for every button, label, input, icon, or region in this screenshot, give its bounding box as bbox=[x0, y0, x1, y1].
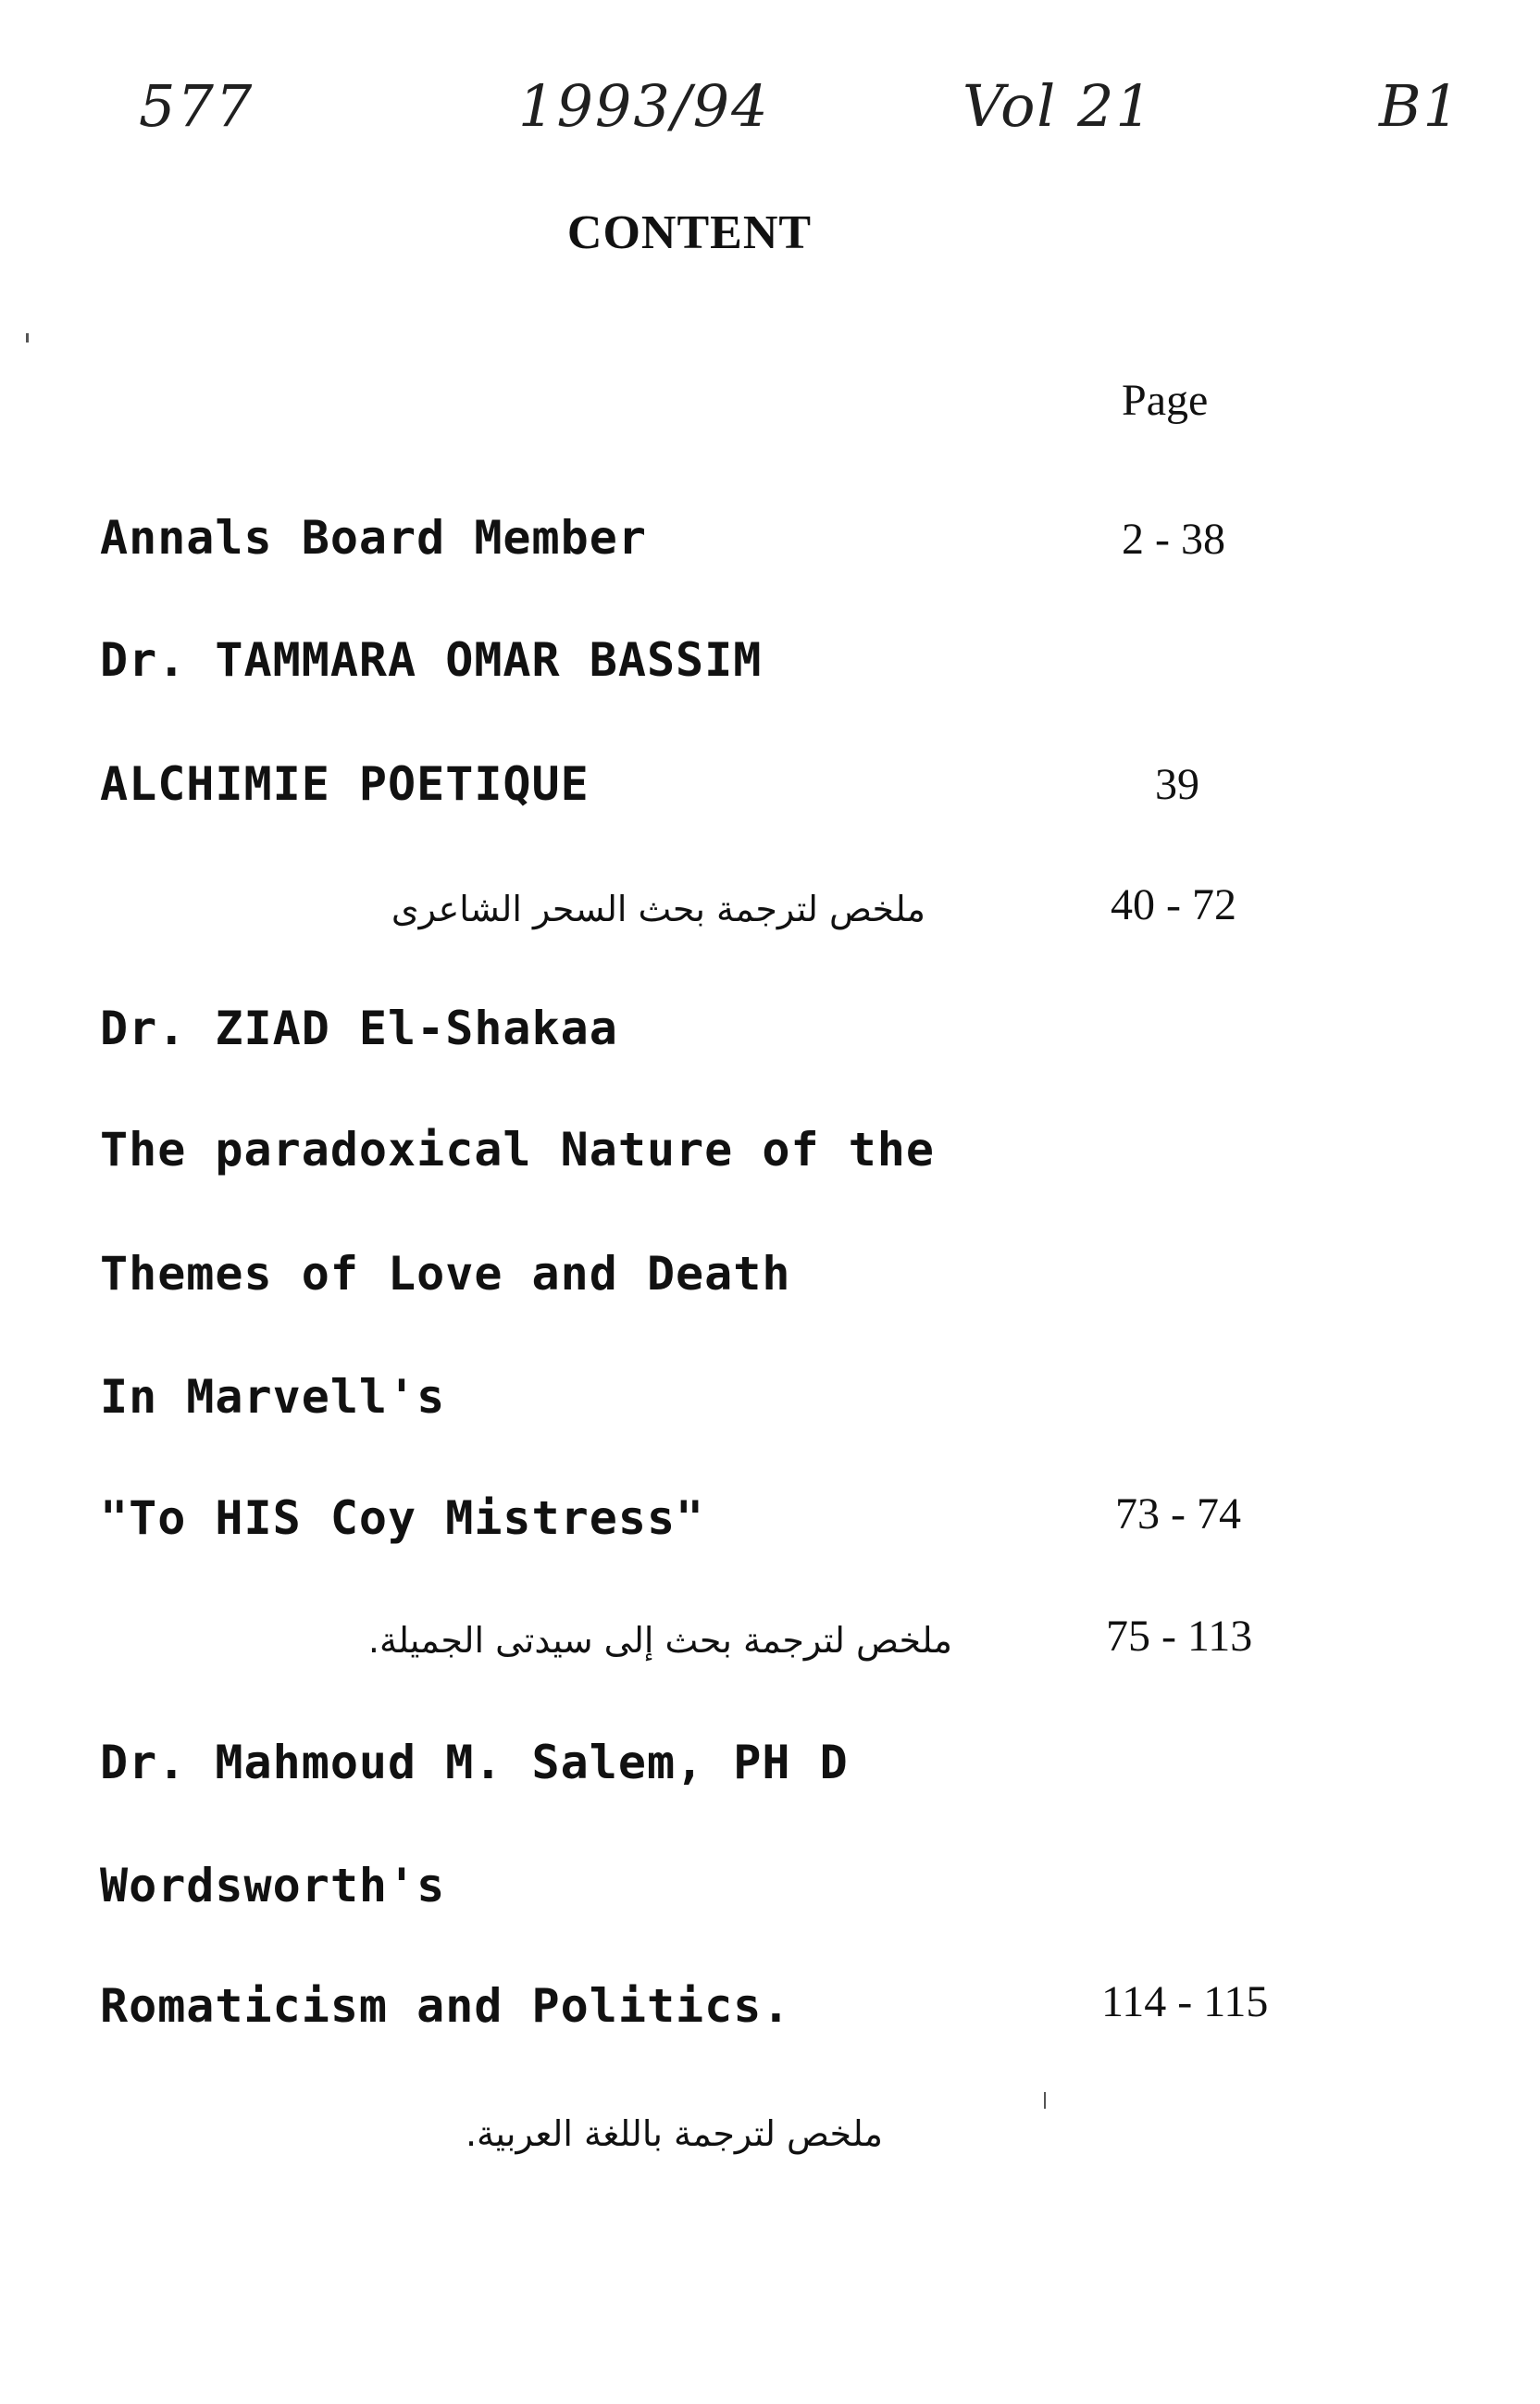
toc-entry-coy-mistress: "To HIS Coy Mistress" bbox=[100, 1491, 705, 1545]
toc-entry-annals-board: Annals Board Member bbox=[100, 511, 647, 565]
toc-entry-author-bassim: Dr. TAMMARA OMAR BASSIM bbox=[100, 633, 763, 687]
toc-page-annals-board: 2 - 38 bbox=[1122, 515, 1225, 564]
toc-entry-paradoxical-title-line-2: Themes of Love and Death bbox=[100, 1247, 791, 1301]
toc-page-arabic-summary-1: 40 - 72 bbox=[1111, 880, 1236, 929]
toc-page-arabic-summary-2: 75 - 113 bbox=[1106, 1612, 1253, 1661]
toc-entry-paradoxical-title-line-1: The paradoxical Nature of the bbox=[100, 1123, 935, 1177]
handwritten-shelf-mark: B1 bbox=[1379, 72, 1462, 140]
toc-entry-arabic-summary-1: ملخص لترجمة بحث السحر الشاعرى bbox=[391, 889, 925, 929]
scan-speck bbox=[26, 333, 29, 343]
toc-entry-wordsworth-title-line-1: Wordsworth's bbox=[100, 1859, 446, 1912]
page-column-header: Page bbox=[1122, 376, 1209, 425]
toc-entry-wordsworth-title-line-2: Romaticism and Politics. bbox=[100, 1979, 791, 2033]
toc-page-alchimie-poetique: 39 bbox=[1155, 760, 1199, 809]
handwritten-volume: Vol 21 bbox=[962, 72, 1154, 140]
toc-entry-author-shakaa: Dr. ZIAD El-Shakaa bbox=[100, 1002, 618, 1055]
toc-entry-arabic-summary-3: ملخص لترجمة باللغة العربية. bbox=[465, 2113, 883, 2154]
toc-entry-arabic-summary-2: ملخص لترجمة بحث إلى سيدتى الجميلة. bbox=[367, 1620, 952, 1661]
toc-entry-alchimie-poetique: ALCHIMIE POETIQUE bbox=[100, 757, 590, 811]
handwritten-code: 577 bbox=[139, 72, 255, 140]
toc-page-coy-mistress: 73 - 74 bbox=[1115, 1489, 1241, 1538]
toc-entry-paradoxical-title-line-3: In Marvell's bbox=[100, 1370, 446, 1424]
handwritten-year: 1993/94 bbox=[518, 72, 770, 140]
page-title: CONTENT bbox=[566, 206, 813, 259]
toc-entry-author-salem: Dr. Mahmoud M. Salem, PH D bbox=[100, 1736, 849, 1789]
scan-speck bbox=[1044, 2092, 1046, 2109]
toc-page-wordsworth: 114 - 115 bbox=[1101, 1977, 1269, 2026]
